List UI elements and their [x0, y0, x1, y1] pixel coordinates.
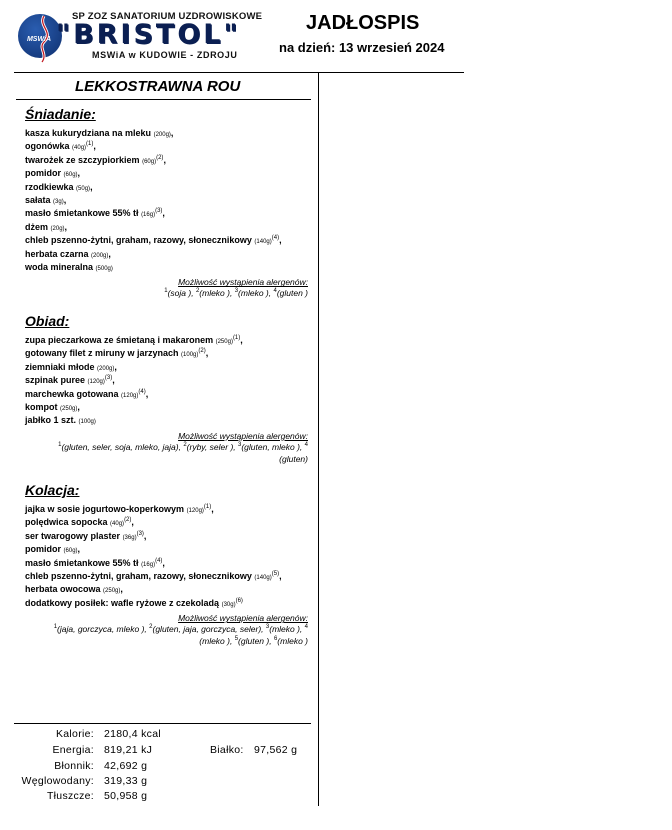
menu-item	[25, 222, 311, 235]
menu-item-name: pomidor	[25, 168, 61, 179]
allergen-heading: Możliwość wystąpienia alergenów:	[178, 277, 308, 288]
menu-item	[25, 504, 311, 517]
menu-item-separator: ,	[93, 141, 96, 152]
menu-item-quantity: (16g)	[141, 212, 156, 219]
allergen-text: (gluten, seler, soja, mleko, jaja),	[61, 441, 184, 452]
allergen-number: 6	[273, 636, 278, 643]
menu-item-name: jabłko 1 szt.	[25, 415, 77, 426]
menu-item-quantity: (50g)	[76, 185, 91, 192]
meal-title: Śniadanie:	[25, 106, 96, 122]
menu-item	[25, 558, 311, 571]
menu-item	[25, 571, 311, 584]
allergen-text: (gluten, mleko ),	[241, 441, 305, 452]
menu-item-quantity: (60g)	[63, 548, 78, 555]
menu-item-name: marchewka gotowana	[25, 388, 119, 399]
allergen-ref: (3)	[155, 208, 163, 215]
menu-item-separator: ,	[112, 375, 115, 386]
menu-item-separator: ,	[279, 235, 282, 246]
allergen-number: 3	[265, 624, 270, 631]
menu-item-separator: ,	[114, 361, 117, 372]
menu-item-name: ser twarogowy plaster	[25, 530, 121, 541]
column-divider	[318, 72, 319, 806]
meal-dinner	[25, 482, 311, 647]
menu-item-name: dżem	[25, 221, 49, 232]
allergen-text: (mleko ),	[199, 636, 235, 647]
menu-item-separator: ,	[170, 128, 174, 138]
menu-item-separator: ,	[77, 544, 81, 555]
allergen-line	[25, 453, 308, 465]
org-subtitle: SP ZOZ SANATORIUM UZDROWISKOWE	[72, 11, 263, 22]
menu-item-quantity: (500g)	[95, 266, 113, 273]
allergen-text: (gluten)	[279, 453, 308, 464]
menu-item	[25, 182, 311, 195]
allergen-text: (soja ),	[167, 288, 196, 299]
menu-item	[25, 262, 311, 275]
allergen-number: 4	[304, 442, 308, 449]
allergen-number: 3	[234, 288, 239, 295]
menu-item-separator: ,	[120, 584, 123, 595]
menu-item	[25, 584, 311, 597]
menu-item-name: masło śmietankowe 55% tł	[25, 557, 139, 568]
allergen-number: 1	[58, 442, 62, 449]
meal-title: Obiad:	[25, 313, 70, 329]
menu-item-quantity: (250g)	[215, 339, 233, 345]
allergen-ref: (5)	[271, 571, 280, 578]
menu-item-quantity: (140g)	[254, 575, 272, 582]
fiber-label: Błonnik:	[54, 760, 94, 772]
allergen-text: (gluten ),	[238, 636, 274, 647]
allergen-number: 2	[149, 624, 153, 631]
menu-item-separator: ,	[205, 348, 209, 359]
energy-value: 819,21 kJ	[104, 744, 153, 756]
menu-item	[25, 249, 311, 262]
allergen-text: (gluten, jaja, gorczyca, seler),	[152, 624, 266, 635]
menu-item-name: herbata czarna	[25, 248, 89, 259]
menu-item-name: kompot	[25, 402, 58, 413]
menu-item	[25, 155, 311, 168]
allergen-list	[25, 623, 311, 647]
allergen-ref: (1)	[86, 141, 94, 148]
menu-item	[25, 544, 311, 557]
menu-item-quantity: (100g)	[78, 419, 96, 426]
menu-item-name: herbata owocowa	[25, 584, 101, 595]
protein-value: 97,562 g	[254, 744, 298, 756]
menu-item-separator: ,	[145, 388, 149, 399]
allergen-ref: (4)	[138, 388, 146, 395]
allergen-ref: (6)	[235, 597, 243, 604]
menu-item	[25, 208, 311, 221]
menu-item-separator: ,	[77, 168, 81, 179]
menu-item-quantity: (3g)	[53, 199, 64, 206]
menu-item-separator: ,	[77, 402, 80, 413]
allergen-ref: (1)	[203, 504, 212, 510]
menu-item-quantity: (60g)	[63, 172, 78, 179]
menu-item-quantity: (200g)	[97, 365, 115, 372]
menu-item-name: dodatkowy posiłek: wafle ryżowe z czekoladą	[25, 597, 220, 608]
menu-item-name: pomidor	[25, 544, 61, 555]
calories-value: 2180,4 kcal	[104, 728, 162, 740]
menu-item-name: zupa pieczarkowa ze śmietaną i makaronem	[25, 335, 214, 345]
menu-item	[25, 235, 311, 248]
menu-item-name: szpinak puree	[25, 375, 86, 386]
fiber-value: 42,692 g	[104, 760, 148, 772]
allergen-ref: (4)	[155, 557, 163, 564]
menu-item-quantity: (20g)	[50, 225, 65, 232]
allergen-ref: (3)	[136, 530, 144, 537]
menu-item	[25, 598, 311, 611]
meal-items	[25, 335, 311, 429]
allergen-line	[25, 441, 308, 453]
allergen-line	[25, 635, 308, 647]
menu-item-quantity: (100g)	[181, 352, 199, 359]
meal-items	[25, 128, 311, 275]
menu-item-quantity: (16g)	[141, 561, 156, 568]
header-divider	[14, 72, 464, 73]
menu-item	[25, 375, 311, 388]
allergen-number: 4	[273, 288, 277, 295]
meal-items	[25, 504, 311, 611]
menu-item-name: ogonówka	[25, 141, 70, 152]
menu-item-name: chleb pszenno-żytni, graham, razowy, słonecznikowy	[25, 235, 252, 246]
allergen-text: (ryby, seler ),	[186, 441, 238, 452]
menu-item-name: twarożek ze szczypiorkiem	[25, 154, 140, 165]
protein-label: Białko:	[210, 744, 244, 756]
menu-item-separator: ,	[162, 208, 165, 219]
menu-item-separator: ,	[64, 221, 68, 232]
menu-item-name: rzodkiewka	[25, 181, 74, 192]
allergen-number: 3	[238, 442, 242, 449]
allergen-number: 5	[234, 636, 239, 643]
menu-item-separator: ,	[211, 504, 214, 514]
menu-item	[25, 402, 311, 415]
meal-breakfast	[25, 106, 311, 299]
menu-item-quantity: (120g)	[87, 379, 105, 386]
allergen-text: (mleko ),	[199, 288, 235, 299]
allergen-text: (jaja, gorczyca, mleko ),	[57, 624, 150, 635]
menu-item	[25, 141, 311, 154]
menu-item-separator: ,	[90, 181, 93, 192]
menu-item-quantity: (250g)	[103, 588, 121, 595]
logo-text: MSWiA	[26, 36, 52, 43]
allergen-ref: (4)	[271, 235, 280, 242]
meal-title: Kolacja:	[25, 482, 80, 498]
menu-item-quantity: (40g)	[72, 145, 87, 152]
menu-item-separator: ,	[131, 517, 134, 528]
menu-item	[25, 531, 311, 544]
menu-item-name: woda mineralna	[25, 262, 94, 273]
fat-label: Tłuszcze:	[46, 790, 94, 802]
allergen-ref: (3)	[104, 375, 113, 382]
menu-item	[25, 362, 311, 375]
menu-item	[25, 517, 311, 530]
allergen-number: 2	[183, 442, 187, 449]
menu-item	[25, 415, 311, 428]
nutrition-divider	[14, 723, 311, 724]
menu-item-quantity: (200g)	[153, 132, 171, 138]
menu-item-separator: ,	[240, 335, 243, 345]
document-date: na dzień: 13 wrzesień 2024	[279, 40, 445, 55]
allergen-text: (gluten )	[276, 288, 308, 299]
menu-item-separator: ,	[143, 530, 147, 541]
document-title: JADŁOSPIS	[306, 12, 420, 34]
menu-item-separator: ,	[279, 571, 282, 582]
org-name: "BRISTOL"	[56, 19, 241, 50]
allergen-number: 4	[304, 624, 308, 631]
carbs-value: 319,33 g	[104, 775, 148, 787]
menu-item-quantity: (250g)	[60, 406, 78, 413]
menu-item-quantity: (140g)	[254, 239, 272, 246]
meal-lunch	[25, 313, 311, 465]
menu-item-name: jajka w sosie jogurtowo-koperkowym	[25, 504, 185, 514]
allergen-text: (mleko ),	[238, 288, 274, 299]
menu-item-quantity: (36g)	[122, 534, 137, 541]
allergen-number: 1	[164, 288, 168, 295]
menu-item-name: sałata	[25, 195, 51, 206]
allergen-ref: (1)	[232, 335, 241, 341]
menu-item-quantity: (120g)	[186, 508, 204, 514]
menu-item	[25, 128, 311, 141]
allergen-number: 2	[195, 288, 200, 295]
menu-item-quantity: (200g)	[91, 252, 109, 259]
menu-item	[25, 195, 311, 208]
allergen-ref: (2)	[198, 348, 206, 355]
menu-item-name: ziemniaki młode	[25, 361, 95, 372]
menu-item-separator: ,	[163, 154, 166, 165]
menu-item-quantity: (40g)	[110, 521, 125, 528]
allergen-ref: (2)	[124, 517, 132, 524]
allergen-ref: (2)	[156, 154, 164, 161]
org-location: MSWiA w KUDOWIE - ZDROJU	[92, 50, 238, 60]
allergen-list	[25, 441, 311, 465]
menu-item	[25, 389, 311, 402]
carbs-label: Węglowodany:	[21, 775, 94, 787]
allergen-text: (mleko ),	[269, 624, 305, 635]
diet-name: LEKKOSTRAWNA ROU	[75, 78, 241, 95]
allergen-line	[25, 287, 308, 299]
menu-item-separator: ,	[63, 195, 67, 206]
menu-item-quantity: (120g)	[121, 392, 139, 399]
allergen-number: 1	[53, 624, 58, 631]
allergen-line	[25, 623, 308, 635]
allergen-heading: Możliwość wystąpienia alergenów:	[178, 613, 308, 624]
allergen-text: (mleko )	[277, 636, 308, 647]
menu-item-quantity: (60g)	[142, 158, 157, 165]
menu-item	[25, 335, 311, 348]
diet-underline	[16, 99, 311, 100]
menu-item-separator: ,	[108, 248, 111, 259]
menu-item-name: kasza kukurydziana na mleku	[25, 128, 152, 138]
menu-item-name: gotowany filet z miruny w jarzynach	[25, 348, 179, 359]
menu-item-name: chleb pszenno-żytni, graham, razowy, słonecznikowy	[25, 571, 252, 582]
menu-item-quantity: (30g)	[221, 601, 236, 608]
menu-item-name: polędwica sopocka	[25, 517, 108, 528]
calories-label: Kalorie:	[55, 728, 94, 740]
allergen-list	[25, 287, 311, 299]
menu-item-separator: ,	[162, 557, 165, 568]
energy-label: Energia:	[52, 744, 94, 756]
fat-value: 50,958 g	[104, 790, 148, 802]
menu-item	[25, 348, 311, 361]
menu-item	[25, 168, 311, 181]
menu-item-name: masło śmietankowe 55% tł	[25, 208, 139, 219]
allergen-heading: Możliwość wystąpienia alergenów:	[178, 430, 308, 441]
